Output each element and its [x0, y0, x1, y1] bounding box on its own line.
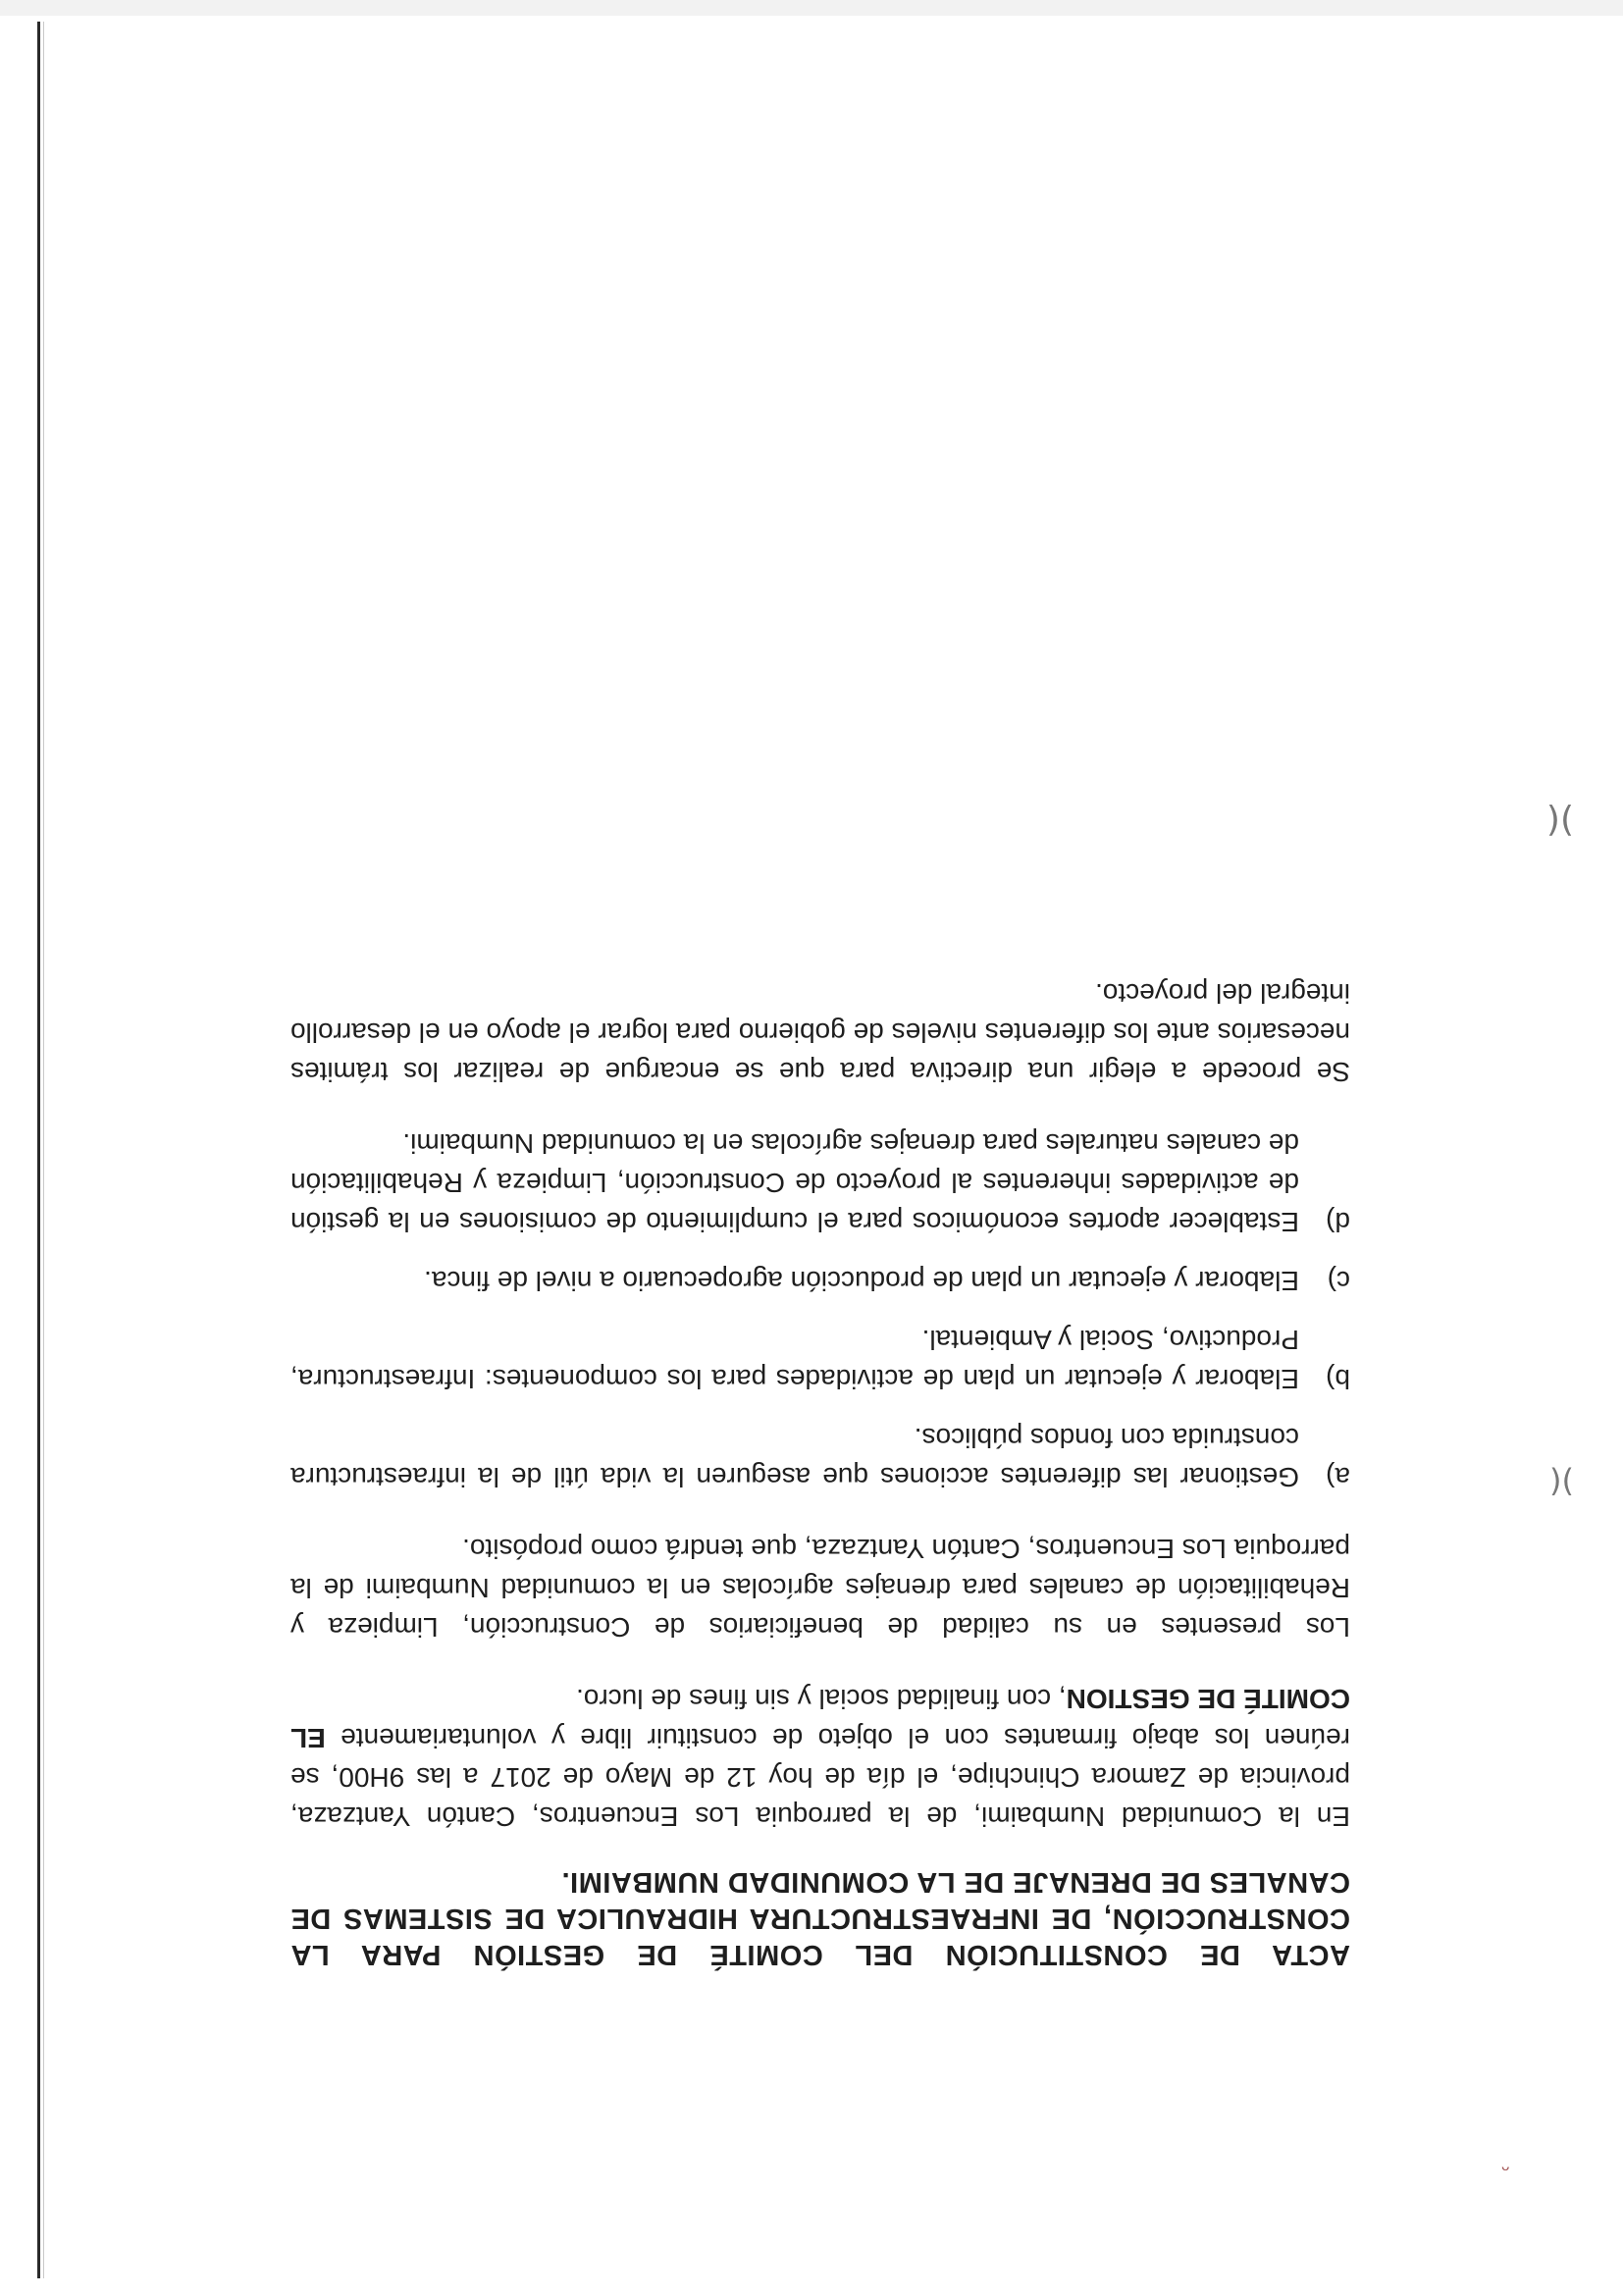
list-item: [290, 1123, 1350, 1241]
intro-text-start: En la Comunidad Numbaimi, de la parroquia Los Encuentros, Cantón Yantzaza, provincia de Zamora Chinchipe, el día de hoy 12 de Mayo de 2017 a las 9H00, se reúnen los abajo firmantes con el objeto de constituir libre y voluntariamente: [290, 1723, 1350, 1832]
paragraph-intro: [290, 1679, 1350, 1836]
list-item: [290, 1418, 1350, 1496]
list-item: [290, 1261, 1350, 1300]
document-title: ACTA DE CONSTITUCIÓN DEL COMITÉ DE GESTIÓN PARA LA CONSTRUCCIÓN, DE INFRAESTRUCTURA HIDRAULICA DE SISTEMAS DE CANALES DE DRENAJE DE LA COMUNIDAD NUMBAIMI.: [290, 1866, 1350, 1970]
binder-hole-mark-icon: )(: [1545, 800, 1574, 840]
list-marker: b): [1326, 1364, 1350, 1394]
list-item-text: Gestionar las diferentes acciones que aseguren la vida útil de la infraestructura construida con fondos públicos.: [290, 1423, 1299, 1492]
paragraph-directive: Se procede a elegir una directiva para que se encargue de realizar los trámites necesarios ante los diferentes niveles de gobierno para lograr el apoyo en el desarrollo integral del proyecto.: [290, 978, 1350, 1087]
document-body: [290, 941, 1350, 1972]
intro-committee-name: EL COMITÉ DE GESTION: [290, 1684, 1350, 1753]
list-item: [290, 1320, 1350, 1398]
paragraph-beneficiaries: Los presentes en su calidad de beneficiarios de Construcción, Limpieza y Rehabilitación de canales para drenajes agrícolas en la comunidad Numbaimi de la parroquia Los Encuentros, Cantón Yantzaza, que tendrá como propósito.: [290, 1534, 1350, 1643]
binder-hole-mark-icon: )(: [1549, 1462, 1574, 1499]
list-item-text: Establecer aportes económicos para el cumplimiento de comisiones en la gestión de actividades inherentes al proyecto de Construcción, Limpieza y Rehabilitación de canales naturales para drenajes agrícolas en la comunidad Numbaimi.: [290, 1128, 1299, 1237]
purpose-list: [290, 1123, 1350, 1496]
list-marker: c): [1327, 1266, 1350, 1296]
ink-spot-icon: ᵕ: [1501, 2159, 1511, 2183]
list-item-text: Elaborar y ejecutar un plan de producción agropecuario a nivel de finca.: [424, 1266, 1299, 1296]
list-item-text: Elaborar y ejecutar un plan de actividades para los componentes: Infraestructura, Productivo, Social y Ambiental.: [290, 1325, 1299, 1394]
list-marker: d): [1326, 1207, 1350, 1237]
intro-text-end: , con finalidad social y sin fines de lucro.: [576, 1684, 1067, 1714]
list-marker: a): [1326, 1462, 1350, 1492]
